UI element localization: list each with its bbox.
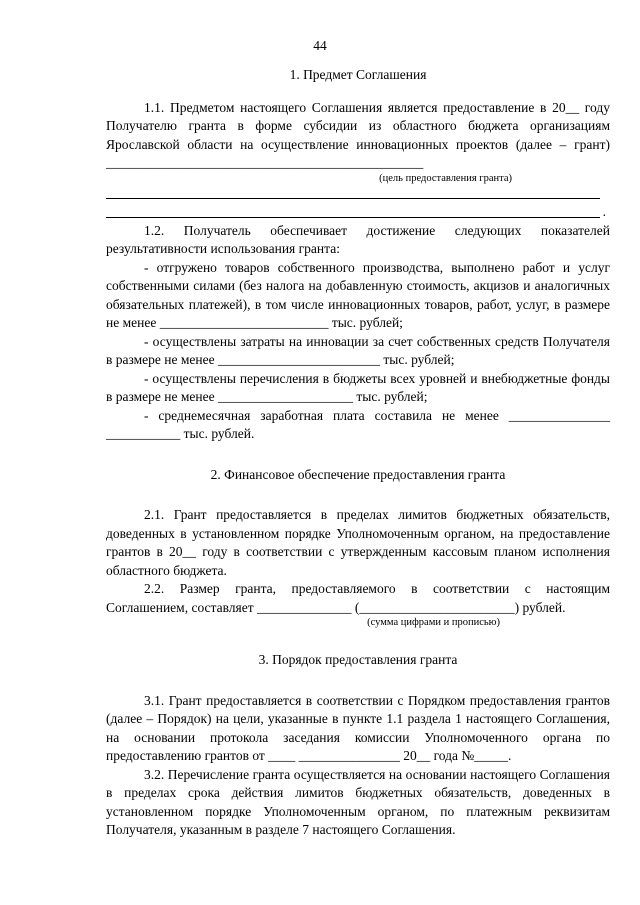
caption-grant-amount: (сумма цифрами и прописью) [367, 617, 500, 628]
section-2-title: 2. Финансовое обеспечение предоставления гранта [210, 466, 506, 482]
blank-line-end [106, 203, 610, 222]
paragraph-3-2: 3.2. Перечисление гранта осуществляется на основании настоящего Соглашения в пределах срока действия лимитов бюджетных обязательств, доведенных в установленном порядке Уполномоченным органом, по платежным реквизитам Получателя, указанным в разделе 7 настоящего Соглашения. [106, 766, 610, 837]
paragraph-3-1: 3.1. Грант предоставляется в соответствии с Порядком предоставления грантов (далее – Порядок) на цели, указанные в пункте 1.1 раздела 1 настоящего Соглашения, на основании протокола заседания комиссии Уполномоченного органа по предоставлению грантов от ____ _______________ 20__ года №_____. [106, 692, 610, 763]
paragraph-2-2: 2.2. Размер гранта, предоставляемого в соответствии с настоящим Соглашением, составляет ______________ (_______________________) рублей. [106, 581, 610, 615]
paragraph-1-1: 1.1. Предметом настоящего Соглашения является предоставление в 20__ году Получателю гранта в форме субсидии из областного бюджета организациям Ярославской области на осуществление инновационных проектов (далее – грант) _______________________________________________ [106, 99, 610, 170]
document-body [106, 66, 610, 840]
indicator-average-salary: - среднемесячная заработная плата составила не менее _______________ ___________ тыс. рублей. [106, 407, 610, 441]
section-1-title: 1. Предмет Соглашения [289, 67, 427, 82]
section-3-title: 3. Порядок предоставления гранта [258, 652, 458, 667]
period: . [602, 204, 606, 219]
indicator-shipped-goods: - отгружено товаров собственного производства, выполнено работ и услуг собственными силами (без налога на добавленную стоимость, акцизов и аналогичных обязательных платежей), в том числе инновационных товаров, работ, услуг, в размере не менее _________________________ тыс. рублей; [106, 259, 610, 330]
page-number: 44 [313, 38, 327, 53]
indicator-innovation-costs: - осуществлены затраты на инновации за счет собственных средств Получателя в размере не менее ________________________ тыс. рублей; [106, 333, 610, 367]
indicator-budget-transfers: - осуществлены перечисления в бюджеты всех уровней и внебюджетные фонды в размере не менее ____________________ тыс. рублей; [106, 370, 610, 404]
paragraph-2-1: 2.1. Грант предоставляется в пределах лимитов бюджетных обязательств, доведенных в установленном порядке Уполномоченным органом, на предоставление грантов в 20__ году в соответствии с утвержденным кассовым планом исполнения областного бюджета. [106, 507, 610, 578]
paragraph-1-2: 1.2. Получатель обеспечивает достижение следующих показателей результативности использования гранта: [106, 222, 610, 256]
blank-line [106, 185, 610, 204]
caption-grant-purpose: (цель предоставления гранта) [379, 172, 512, 184]
